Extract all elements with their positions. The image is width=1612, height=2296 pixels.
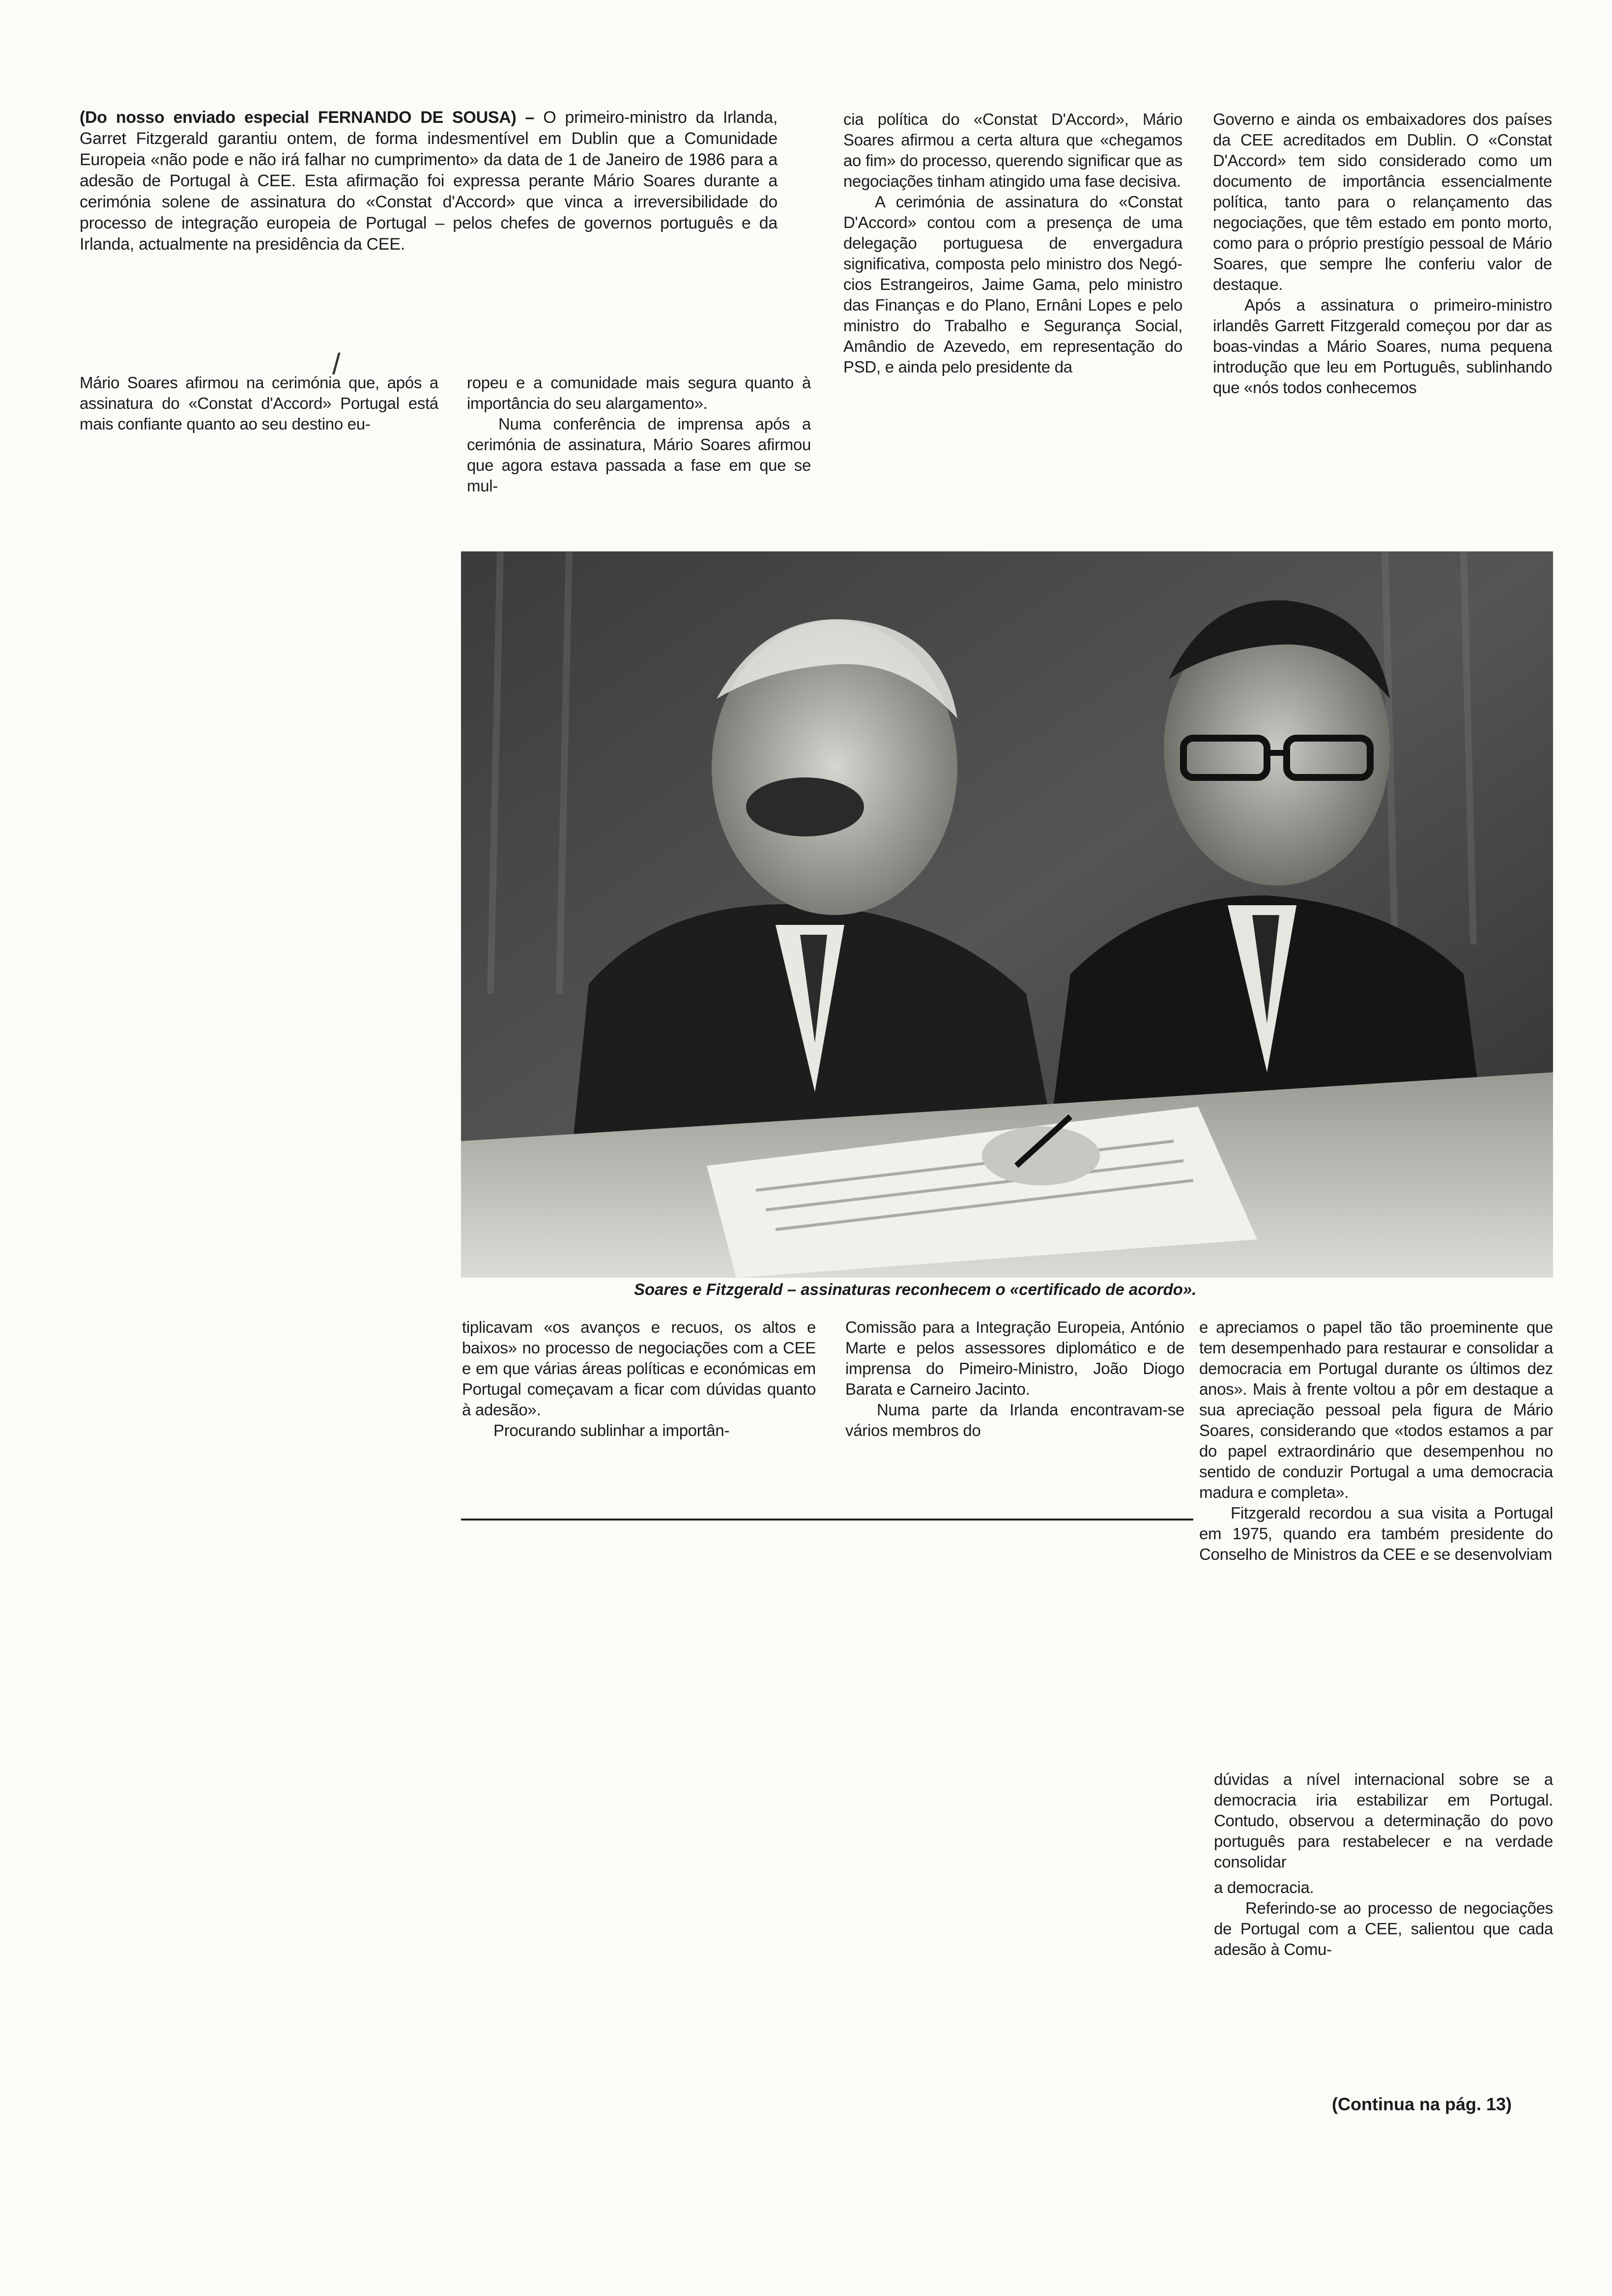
column-2-bottom: [845, 1317, 1184, 1494]
lead-text: O primeiro-ministro da Irlanda, Garret Fitzgerald garantiu ontem, de forma indesmentível em Dublin que a Comunidade Europeia «não pode e não irá falhar no cumprimento» da data de 1 de Janeiro de 1986 para a adesão de Portugal à CEE. Esta afirmação foi expressa perante Mário Soares durante a cerimónia solene de assinatura do «Constat d'Accord» que vinca a irreversibilidade do processo de integração europeia de Portugal – pelos chefes de governos português e da Irlanda, actualmente na presidência da CEE.: [80, 108, 777, 254]
news-photo: [461, 551, 1553, 1278]
column-1-top: [80, 373, 438, 486]
column-4-top: [1213, 109, 1552, 551]
paragraph: a democracia.: [1214, 1878, 1314, 1896]
paragraph: Governo e ainda os embaixadores dos países da CEE acreditados em Dublin. O «Constat D'Accord» tem sido considerado como um documento de importância essencialmente política, tanto para o relançamento das negociações, que têm estado em ponto morto, como para o próprio prestígio pessoal de Mário Soares, que sempre lhe conferiu valor de destaque.: [1213, 110, 1552, 293]
column-1-bottom: [462, 1317, 816, 1494]
paragraph: e apreciamos o papel tão tão proeminente que tem desempenhado para restaurar e consolidar a democracia em Portugal durante os últimos dez anos». Mais à frente voltou a pôr em destaque a sua apreciação pessoal pela figura de Mário Soares, considerando que «todos estamos a par do papel extraordinário que desempenhou no sentido de conduzir Portugal a uma democracia madura e completa».: [1199, 1318, 1553, 1501]
photo-caption: Soares e Fitzgerald – assinaturas reconhecem o «certificado de acordo».: [634, 1280, 1197, 1298]
lead-paragraph: [80, 107, 777, 343]
paragraph: Fitzgerald recordou a sua visita a Portugal em 1975, quando era também presidente do Conselho de Ministros da CEE e se desenvolviam: [1199, 1504, 1553, 1563]
paragraph: A cerimónia de assinatura do «Constat D'Accord» contou com a presença de uma delegação portuguesa de envergadura significativa, composta pelo ministro dos Negócios Estrangeiros, Jaime Gama, pelo ministro das Finanças e do Plano, Ernâni Lopes e pelo ministro do Trabalho e Segurança Social, Amândio de Azevedo, em representação do PSD, e ainda pelo presidente da: [843, 193, 1182, 376]
column-3-tail: [1214, 1769, 1553, 2084]
photo-illustration: [461, 551, 1553, 1278]
byline: (Do nosso enviado especial FERNANDO DE SOUSA) –: [80, 108, 535, 127]
paragraph: Após a assinatura o primeiro-ministro irlandês Garrett Fitzgerald começou por dar as boas-vindas a Mário Soares, numa pequena introdução que leu em Português, sublinhando que «nós todos conhecemos: [1213, 296, 1552, 397]
paragraph: cia política do «Constat D'Accord», Mário Soares afirmou a certa altura que «chegamos ao fim» do processo, querendo significar que as negociações tinham atingido uma fase decisiva.: [843, 110, 1182, 190]
paragraph: Mário Soares afirmou na cerimónia que, após a assinatura do «Constat d'Accord» Portugal está mais confiante quanto ao seu destino eu-: [80, 373, 438, 433]
section-rule: [461, 1519, 1193, 1521]
pen-mark: /: [332, 347, 341, 380]
paragraph: ropeu e a comunidade mais segura quanto à importância do seu alargamento».: [467, 373, 811, 412]
paragraph: Procurando sublinhar a importân-: [493, 1421, 730, 1439]
paragraph: Numa conferência de imprensa após a cerimónia de assinatura, Mário Soares afirmou que agora estava passada a fase em que se mul-: [467, 415, 811, 495]
column-3-top: [843, 109, 1182, 551]
continuation-note: (Continua na pág. 13): [1332, 2094, 1512, 2114]
paragraph: tiplicavam «os avanços e recuos, os altos e baixos» no processo de negociações com a CEE e em que várias áreas políticas e económicas em Portugal começavam a ficar com dúvidas quanto à adesão».: [462, 1318, 816, 1419]
column-3-bottom: [1199, 1317, 1553, 1759]
paragraph: dúvidas a nível internacional sobre se a democracia iria estabilizar em Portugal. Contudo, observou a determinação do povo português para restabelecer e na verdade consolidar: [1214, 1770, 1553, 1871]
column-2-top: [467, 373, 811, 549]
paragraph: Comissão para a Integração Europeia, António Marte e pelos assessores diplomático e de imprensa do Pimeiro-Ministro, João Diogo Barata e Carneiro Jacinto.: [845, 1318, 1184, 1398]
paragraph: Numa parte da Irlanda encontravam-se vários membros do: [845, 1401, 1184, 1439]
paragraph: Referindo-se ao processo de negociações de Portugal com a CEE, salientou que cada adesão à Comu-: [1214, 1899, 1553, 1958]
